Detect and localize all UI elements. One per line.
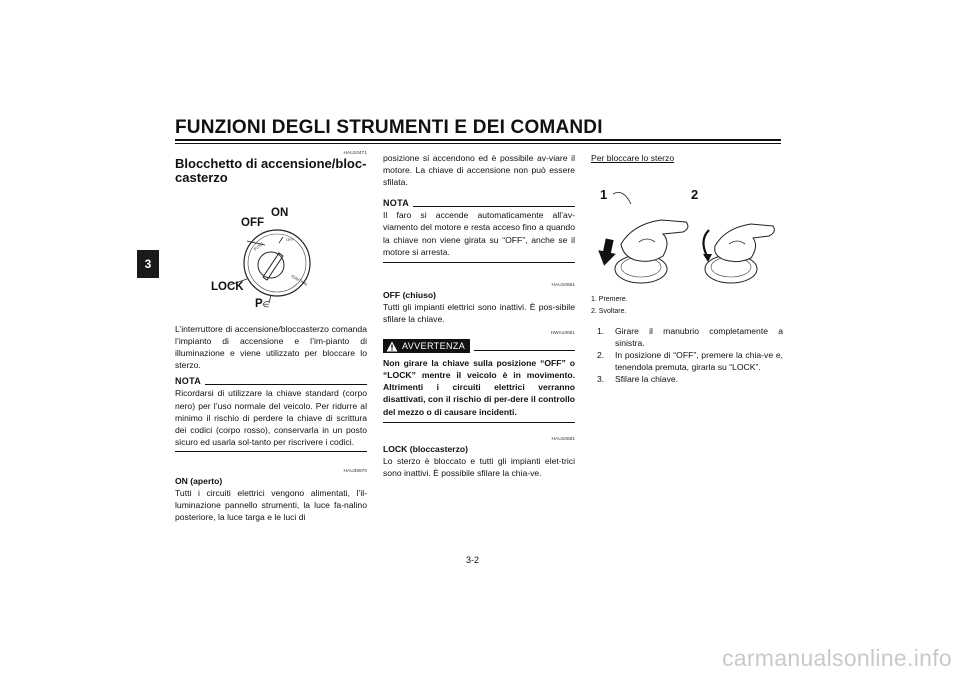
note-text: Il faro si accende automaticamente all’av-viamento del motore e resta acceso fino a quando la chiave non viene girata su “OFF”, anche se il motore si arresta. [383,210,575,257]
section-code: HWA10061 [550,331,575,337]
header-rule-thin [175,143,781,144]
off-position-text: Tutti gli impianti elettrici sono inattivi. È pos-sibile sfilare la chiave. [383,301,575,324]
note-header [383,197,575,209]
warning-rule [474,350,575,351]
warning-triangle-icon [386,341,398,352]
lock-position-title: LOCK (bloccasterzo) [383,443,468,454]
note-header [175,375,367,387]
list-item: 1. Girare il manubrio completamente a sinistra. [597,326,783,349]
section-code: HAU10681 [551,436,575,442]
caption-1: 1. Premere. [591,296,628,304]
chapter-tab: 3 [137,250,159,278]
section-title: Blocchetto di accensione/bloc-casterzo [175,156,367,185]
on-position-title: ON (aperto) [175,475,223,486]
steering-lock-heading: Per bloccare lo sterzo [591,153,675,163]
ignition-switch-illustration [175,185,367,323]
section-code: HAU36870 [343,468,367,474]
svg-text:PUSH: PUSH [252,240,265,252]
header-rule [175,139,781,141]
caption-2: 2. Svoltare. [591,307,627,315]
lock-position-text: Lo sterzo è bloccato e tutti gli impianti elet-trici sono inattivi. È possibile sfilare la chia-ve. [383,455,575,478]
intro-paragraph: L’interruttore di accensione/bloccasterzo comanda l’impianto di accensione e l’im-pianto di illuminazione e viene utilizzato per bloccare lo sterzo. [175,324,367,371]
warning-label: AVVERTENZA [402,341,466,352]
list-item: 2. In posizione di “OFF”, premere la chia-ve e, tenendola premuta, girarla su “LOCK”. [597,350,783,373]
section-code: HAU10471 [343,151,367,156]
continuation-paragraph: posizione si accendono ed è possibile av-viare il motore. La chiave di accensione non può essere sfilata. [383,153,575,188]
figure-label-1: 1 [600,187,608,203]
column-3 [591,152,783,386]
ignition-switch-icon [175,185,367,323]
steps-list [597,325,783,385]
figure-label-2: 2 [691,187,699,203]
note-rule [205,384,367,385]
position-label-lock: LOCK [211,281,244,293]
section-code: HAU10661 [551,282,575,288]
column-1 [175,151,367,523]
note-label: NOTA [383,198,410,209]
note-end-rule [175,451,367,452]
svg-text:IGNITION: IGNITION [290,273,309,287]
list-item: 3. Sfilare la chiave. [597,374,679,385]
steering-lock-illustration [591,164,783,288]
position-label-on: ON [271,207,289,219]
warning-text: Non girare la chiave sulla posizione “OFF” o “LOCK” mentre il veicolo è in movimento. Altrimenti i circuiti elettrici verranno disattivati, con il rischio di per-dere il controllo del mezzo o di causare incidenti. [383,358,575,417]
column-2 [383,152,575,479]
position-label-off: OFF [241,217,264,229]
note-end-rule [383,262,575,263]
watermark: carmanualsonline.info [721,645,952,671]
warning-header [383,339,575,353]
note-label: NOTA [175,376,202,387]
warning-end-rule [383,422,575,423]
page-number: 3-2 [466,555,480,565]
off-position-title: OFF (chiuso) [383,289,436,300]
note-text: Ricordarsi di utilizzare la chiave standard (corpo nero) per l’uso normale del veicolo. Per ridurre al minimo il rischio di perdere la chiave di scrittura dei codici (corpo rosso), conservarla in un posto sicuro ed usarla sol-tanto per riscrivere i codici. [175,388,367,447]
page-title: FUNZIONI DEGLI STRUMENTI E DEI COMANDI [175,117,603,138]
position-label-p: P∈ [255,298,270,310]
parking-symbol-icon: ∈ [262,300,270,309]
warning-badge [383,339,470,353]
key-hand-illustration-icon [591,164,783,288]
note-rule [413,206,575,207]
on-position-text: Tutti i circuiti elettrici vengono alimentati, l’il-luminazione pannello strumenti, la luce fa-nalino posteriore, la luce targa e le luci di [175,488,367,523]
svg-text:OFF: OFF [286,237,294,242]
